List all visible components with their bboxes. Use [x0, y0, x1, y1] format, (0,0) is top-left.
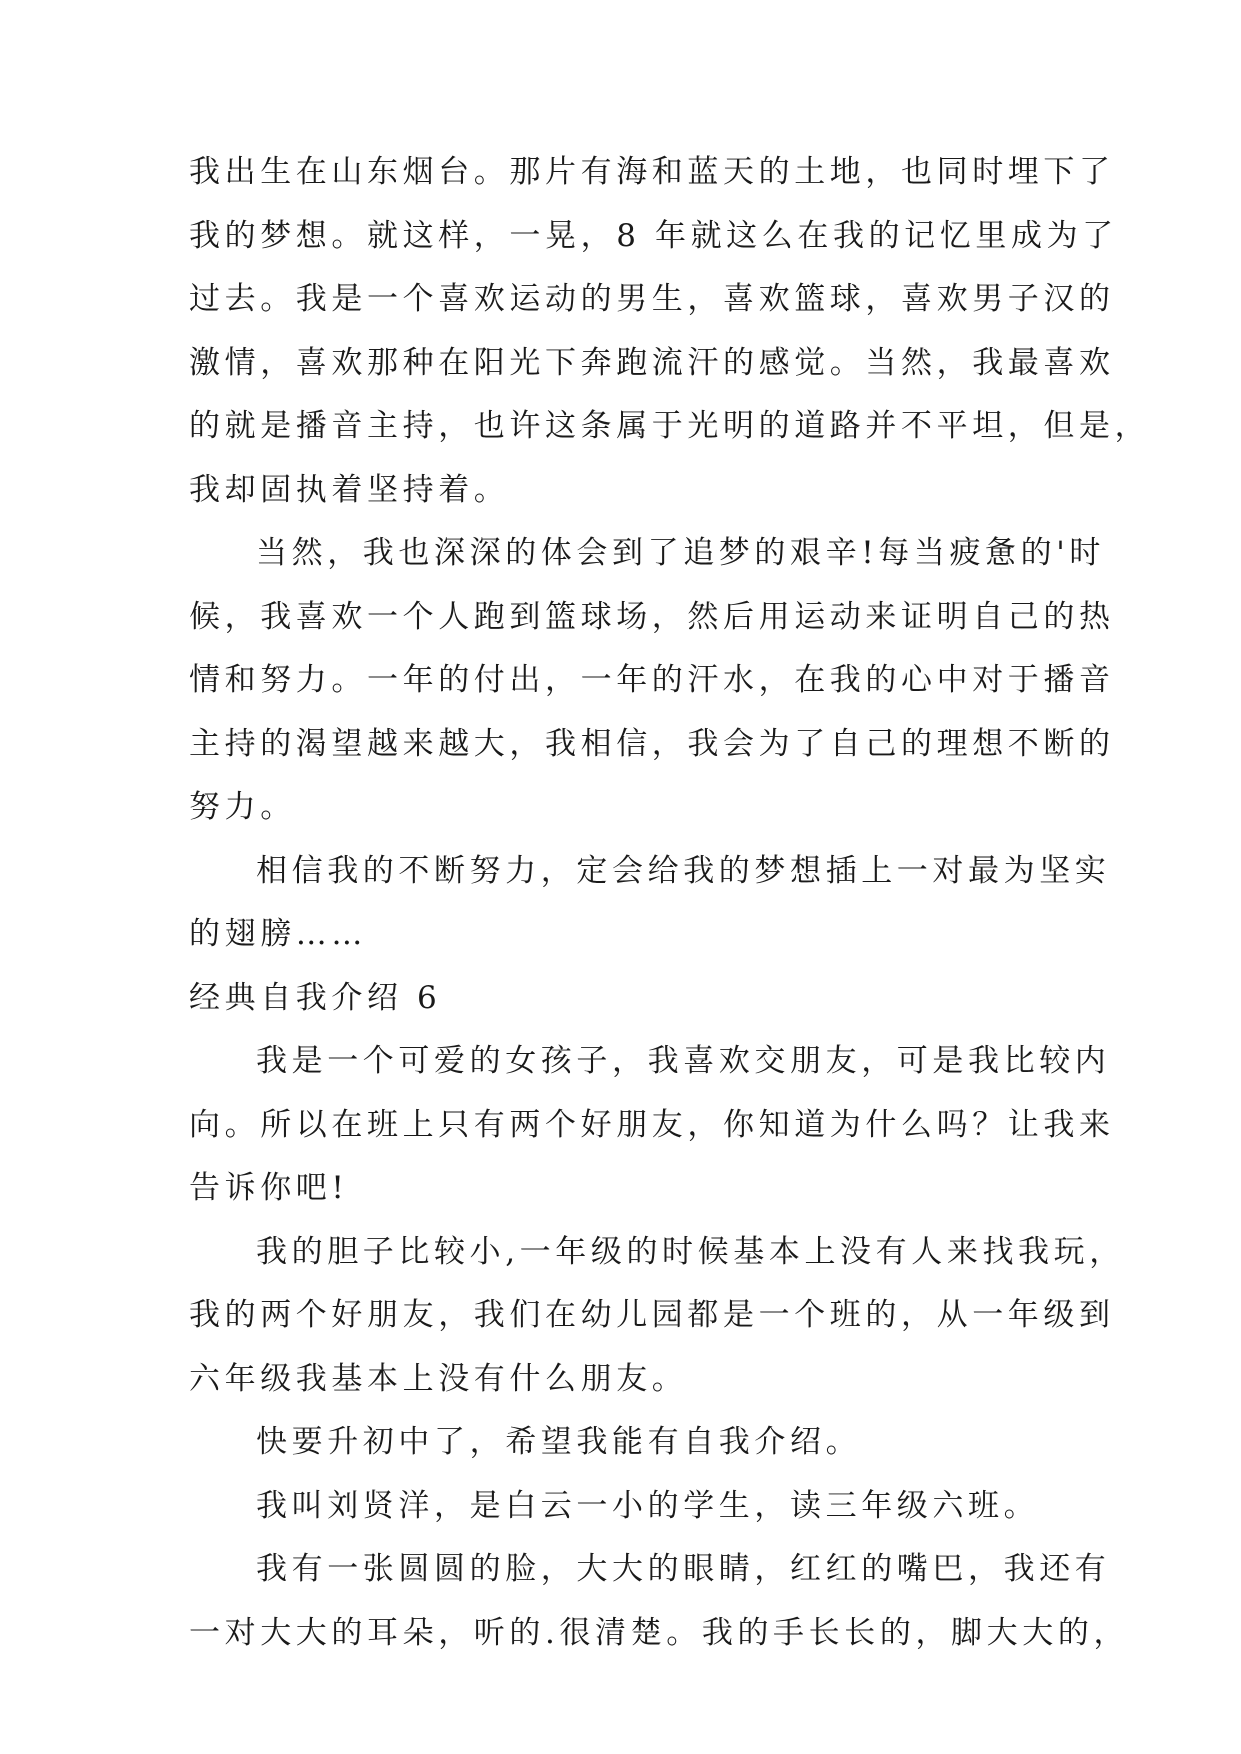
paragraph-start-line: 我的胆子比较小,一年级的时候基本上没有人来找我玩，: [256, 1233, 1125, 1270]
text-line: 情和努力。一年的付出，一年的汗水，在我的心中对于播音: [189, 662, 1115, 698]
text-line: 一对大大的耳朵，听的.很清楚。我的手长长的，脚大大的，: [189, 1614, 1130, 1651]
text-line: 我的梦想。就这样，一晃，8 年就这么在我的记忆里成为了: [189, 217, 1118, 254]
paragraph-start-line: 我是一个可爱的女孩子，我喜欢交朋友，可是我比较内: [256, 1043, 1111, 1079]
text-line: 向。所以在班上只有两个好朋友，你知道为什么吗？让我来: [189, 1106, 1115, 1143]
text-line: 我出生在山东烟台。那片有海和蓝天的土地，也同时埋下了: [189, 154, 1115, 190]
paragraph-start-line: 我有一张圆圆的脸，大大的眼睛，红红的嘴巴，我还有: [256, 1551, 1111, 1587]
text-line: 过去。我是一个喜欢运动的男生，喜欢篮球，喜欢男子汉的: [189, 281, 1115, 317]
text-line: 的就是播音主持，也许这条属于光明的道路并不平坦，但是，: [189, 408, 1151, 444]
text-line: 激情，喜欢那种在阳光下奔跑流汗的感觉。当然，我最喜欢: [189, 344, 1115, 381]
paragraph-start-line: 当然，我也深深的体会到了追梦的艰辛!每当疲惫的'时: [256, 535, 1105, 571]
document-body: [189, 152, 1151, 1676]
section-heading: 经典自我介绍 6: [189, 979, 442, 1016]
text-line: 我却固执着坚持着。: [189, 471, 510, 508]
paragraph-start-line: 相信我的不断努力，定会给我的梦想插上一对最为坚实: [256, 852, 1111, 889]
paragraph-start-line: 我叫刘贤洋，是白云一小的学生，读三年级六班。: [256, 1487, 1040, 1524]
paragraph-start-line: 快要升初中了，希望我能有自我介绍。: [256, 1424, 862, 1460]
text-line: 候，我喜欢一个人跑到篮球场，然后用运动来证明自己的热: [189, 598, 1115, 635]
text-line: 六年级我基本上没有什么朋友。: [189, 1360, 688, 1397]
text-line: 我的两个好朋友，我们在幼儿园都是一个班的，从一年级到: [189, 1297, 1115, 1333]
text-line: 的翅膀……: [189, 916, 367, 952]
text-line: 告诉你吧!: [189, 1170, 349, 1206]
text-line: 努力。: [189, 789, 296, 825]
text-line: 主持的渴望越来越大，我相信，我会为了自己的理想不断的: [189, 725, 1115, 762]
